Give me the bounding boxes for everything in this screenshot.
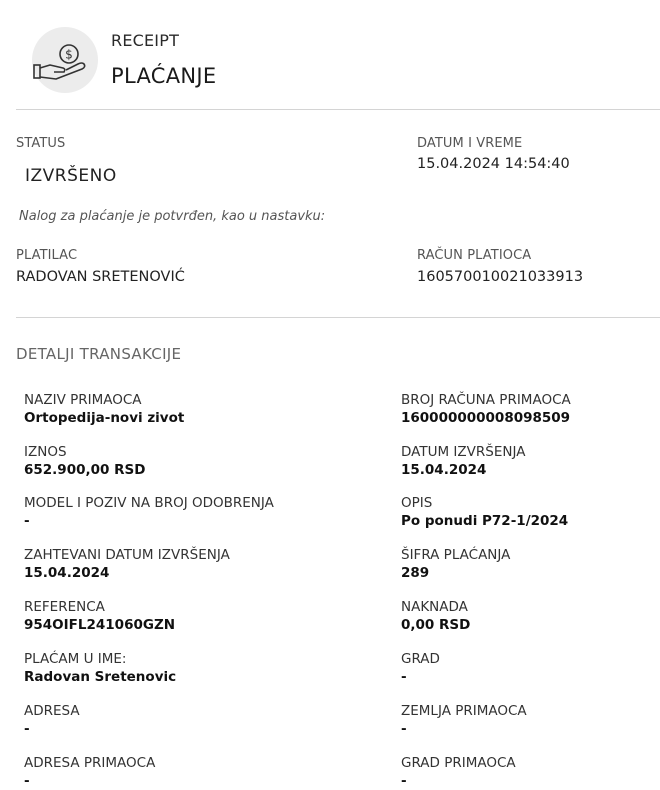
detail-fee (401, 599, 470, 634)
confirmation-note: Nalog za plaćanje je potvrđen, kao u nastavku: (19, 209, 326, 224)
detail-recipient-country (401, 703, 527, 738)
detail-value: - (24, 513, 30, 529)
page-title: PLAĆANJE (111, 64, 217, 88)
detail-label: MODEL I POZIV NA BROJ ODOBRENJA (24, 495, 274, 511)
payer-label: PLATILAC (16, 248, 78, 263)
detail-label: REFERENCA (24, 599, 105, 615)
detail-label: ZEMLJA PRIMAOCA (401, 703, 527, 719)
hand-coin-icon (32, 27, 98, 93)
divider (16, 317, 660, 318)
detail-value: 954OIFL241060GZN (24, 617, 176, 633)
status-label: STATUS (16, 136, 66, 151)
svg-text:$: $ (65, 47, 73, 62)
divider (16, 109, 660, 110)
detail-value: 15.04.2024 (24, 565, 110, 581)
section-title: DETALJI TRANSAKCIJE (16, 345, 182, 363)
datetime-value: 15.04.2024 14:54:40 (417, 156, 570, 172)
detail-recipient-city (401, 755, 516, 790)
detail-city (401, 651, 440, 686)
detail-recipient-account (401, 392, 571, 427)
status-badge: IZVRŠENO (25, 166, 117, 186)
detail-label: OPIS (401, 495, 433, 511)
detail-value: 160000000008098509 (401, 410, 571, 426)
detail-value: 15.04.2024 (401, 462, 487, 478)
detail-amount (24, 444, 145, 479)
detail-value: - (24, 721, 30, 737)
detail-address (24, 703, 80, 738)
detail-label: ADRESA (24, 703, 80, 719)
detail-requested-date (24, 547, 230, 582)
datetime-label: DATUM I VREME (417, 136, 523, 151)
payer-account-value: 160570010021033913 (417, 269, 584, 285)
detail-value: - (401, 669, 407, 685)
detail-value: Radovan Sretenovic (24, 669, 177, 685)
detail-recipient-address (24, 755, 155, 790)
detail-description (401, 495, 568, 530)
detail-label: IZNOS (24, 444, 67, 460)
detail-label: NAKNADA (401, 599, 468, 615)
detail-recipient-name (24, 392, 184, 427)
detail-value: Ortopedija-novi zivot (24, 410, 185, 426)
detail-execution-date (401, 444, 525, 479)
detail-value: 652.900,00 RSD (24, 462, 146, 478)
detail-value: 0,00 RSD (401, 617, 471, 633)
detail-label: PLAĆAM U IME: (24, 651, 127, 667)
detail-label: ŠIFRA PLAĆANJA (401, 547, 511, 563)
detail-value: - (401, 773, 407, 789)
detail-label: ZAHTEVANI DATUM IZVRŠENJA (24, 547, 230, 563)
detail-label: BROJ RAČUNA PRIMAOCA (401, 392, 571, 408)
detail-label: DATUM IZVRŠENJA (401, 444, 526, 460)
detail-label: NAZIV PRIMAOCA (24, 392, 142, 408)
detail-reference (24, 599, 175, 634)
receipt-subtitle: RECEIPT (111, 31, 180, 50)
detail-label: GRAD PRIMAOCA (401, 755, 516, 771)
detail-value: - (24, 773, 30, 789)
detail-value: Po ponudi P72-1/2024 (401, 513, 569, 529)
detail-paying-on-behalf (24, 651, 176, 686)
detail-value: 289 (401, 565, 430, 581)
payer-account-label: RAČUN PLATIOCA (417, 248, 532, 263)
detail-label: GRAD (401, 651, 440, 667)
detail-label: ADRESA PRIMAOCA (24, 755, 156, 771)
detail-payment-code (401, 547, 510, 582)
detail-value: - (401, 721, 407, 737)
receipt-header (0, 0, 660, 110)
payer-value: RADOVAN SRETENOVIĆ (16, 269, 185, 285)
detail-model-reference (24, 495, 274, 530)
